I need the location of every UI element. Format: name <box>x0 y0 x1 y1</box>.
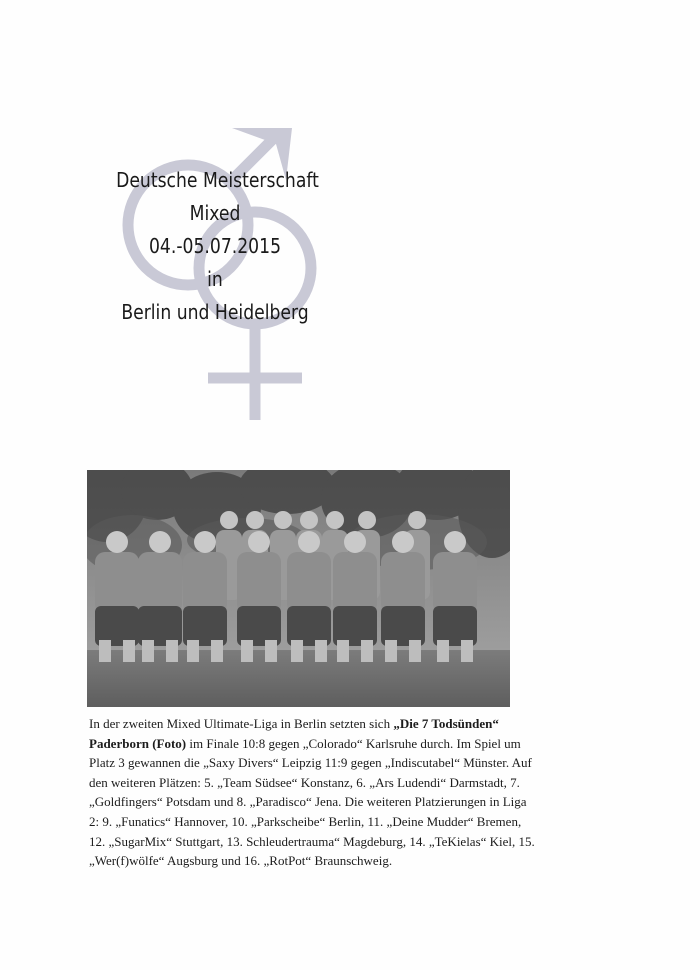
caption-text-1: In der zweiten Mixed Ultimate-Liga in Berlin setzten sich <box>89 716 394 731</box>
caption-winner: „Die 7 Todsünden“ Paderborn (Foto) <box>89 716 499 751</box>
photo-caption <box>89 714 539 871</box>
title-line-3: 04.-05.07.2015 <box>148 234 282 258</box>
title-line-5: Berlin und Heidelberg <box>121 300 309 324</box>
team-photo <box>87 470 510 707</box>
title-line-2: Mixed <box>189 201 241 225</box>
title-line-4: in <box>207 267 223 291</box>
event-title <box>116 164 319 329</box>
caption-text-2: im Finale 10:8 gegen „Colorado“ Karlsruhe durch. Im Spiel um Platz 3 gewannen die „Saxy Divers“ Leipzig 11:9 gegen „Indiscutabel“ Münster. Auf den weiteren Plätzen: 5. „Team Südsee“ Konstanz, 6. „Ars Ludendi“ Darmstadt, 7. „Goldfingers“ Potsdam und 8. „Paradisco“ Jena. Die weiteren Platzierungen in Liga 2: 9. „Funatics“ Hannover, 10. „Parkscheibe“ Berlin, 11. „Deine Mudder“ Bremen, 12. „SugarMix“ Stuttgart, 13. Schleudertrauma“ Magdeburg, 14. „TeKielas“ Kiel, 15. „Wer(f)wölfe“ Augsburg und 16. „RotPot“ Braunschweig. <box>89 735 535 869</box>
title-line-1: Deutsche Meisterschaft <box>116 168 319 192</box>
